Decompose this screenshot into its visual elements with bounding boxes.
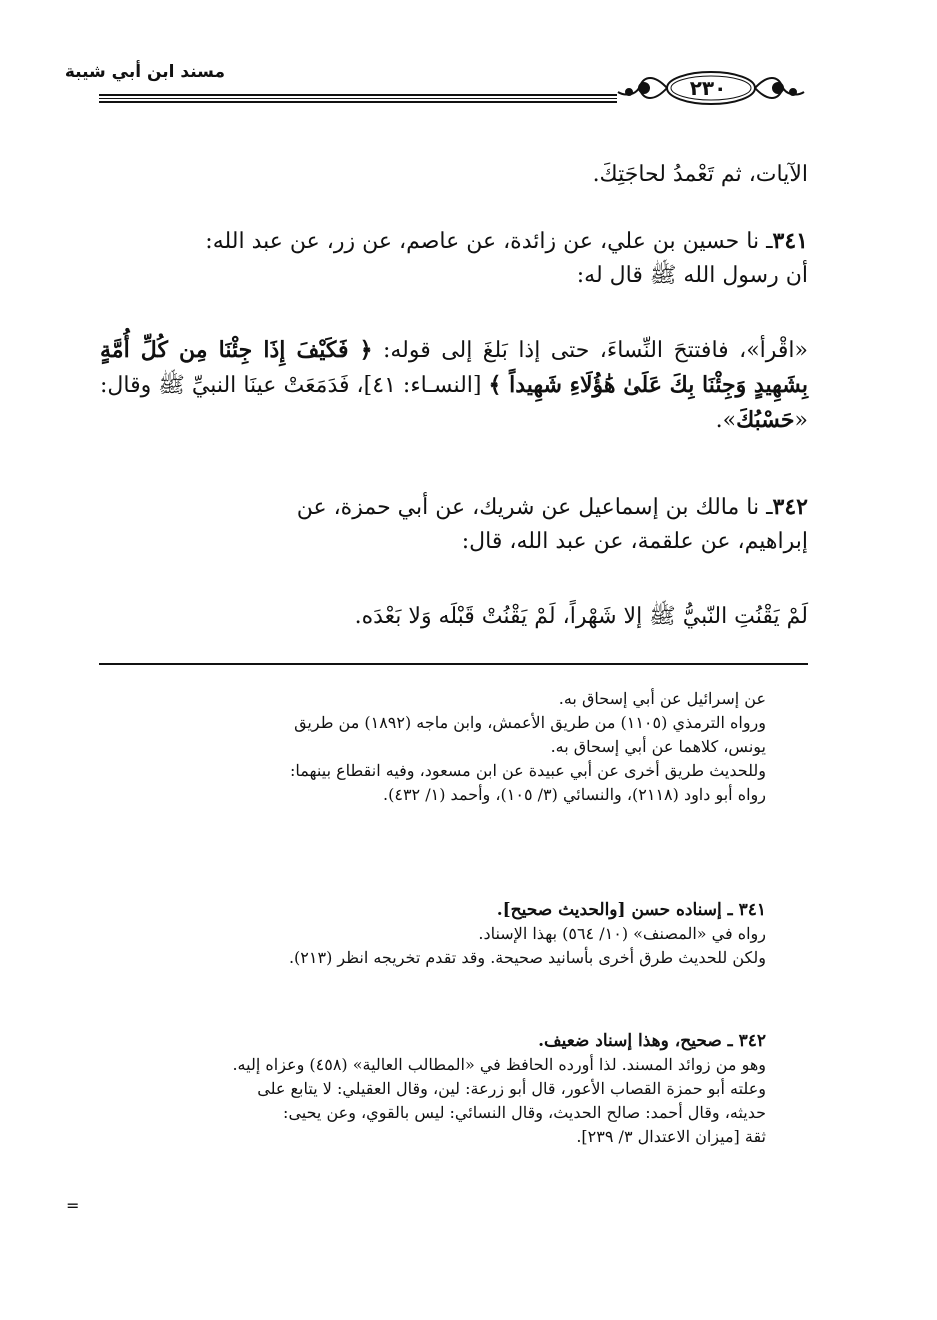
quran-verse: ﴿ فَكَيْفَ إِذَا جِئْنَا مِن كُلِّ أُمَّةٍ بِشَهِيدٍ وَجِئْنَا بِكَ عَلَىٰ هَٰؤُلَاءِ شَهِيداً ﴾ — [100, 337, 808, 398]
hadith-number: ٣٤١ — [772, 228, 808, 254]
page-number: ٢٣٠ — [689, 76, 727, 100]
footnote-heading: ٣٤٢ ـ صحيح، وهذا إسناد ضعيف. — [538, 1031, 766, 1051]
surah-reference: [النسـاء: ٤١]، فَدَمَعَتْ — [283, 373, 489, 398]
hadith-341-matn — [100, 333, 808, 438]
matn-text: «اقْرأ»، فافتتحَ النِّساءَ، حتى إذا بَلغَ إلى قوله: — [372, 338, 808, 363]
hadith-341 — [100, 224, 808, 293]
footnote-342: ٣٤٢ ـ صحيح، وهذا إسناد ضعيف. وهو من زوائد المسند. لذا أورده الحافظ في «المطالب العالية» (٤٥٨) وعزاه إليه. وعلته أبو حمزة القصاب الأعور، قال أبو زرعة: لين، وقال العقيلي: لا يتابع على حديثه، وقال أحمد: صالح الحديث، وقال النسائي: ليس بالقوي، وعن يحيى: ثقة [ميزان الاعتدال ٣/ ٢٣٩]. — [100, 1029, 766, 1149]
matn-text: ». — [715, 408, 737, 433]
footnote-341: ٣٤١ ـ إسناده حسن [والحديث صحيح]. رواه في «المصنف» (١٠/ ٥٦٤) بهذا الإسناد. ولكن للحديث طرق أخرى بأسانيد صحيحة. وقد تقدم تخريجه انظر (٢١٣). — [100, 898, 766, 970]
paragraph-continuation: الآيات، ثم تَعْمدُ لحاجَتِكَ. — [592, 162, 808, 187]
running-header-title: مسند ابن أبي شيبة — [64, 62, 225, 82]
hadith-342 — [100, 490, 808, 559]
footnote-separator — [99, 663, 808, 665]
hadith-342-matn: لَمْ يَقْنُتِ النّبيُّ ﷺ إلا شَهْراً، لَمْ يَقْنُتْ قَبْلَه وَلا بَعْدَه. — [354, 604, 808, 629]
header-rule — [99, 94, 617, 108]
hadith-number: ٣٤٢ — [772, 494, 808, 520]
hadith-341-line2: أن رسول الله ﷺ قال له: — [576, 263, 808, 288]
hadith-341-isnad — [100, 224, 808, 259]
main-text-line — [100, 158, 808, 192]
footnote-continuation: عن إسرائيل عن أبي إسحاق به. ورواه الترمذي (١١٠٥) من طريق الأعمش، وابن ماجه (١٨٩٢) من طريق يونس، كلاهما عن أبي إسحاق به. وللحديث طريق أخرى عن أبي عبيدة عن ابن مسعود، وفيه انقطاع بينهما: رواه أبو داود (٢١١٨)، والنسائي (٣/ ١٠٥)، وأحمد (١/ ٤٣٢). — [290, 689, 766, 804]
matn-text: عينَا النبيِّ ﷺ وقال: « — [100, 373, 808, 433]
continuation-mark: = — [66, 1196, 80, 1215]
isnad-text: ـ نا حسين بن علي، عن زائدة، عن عاصم، عن زر، عن عبد الله: — [205, 229, 773, 254]
footnote-heading: ٣٤١ ـ إسناده حسن [والحديث صحيح]. — [496, 900, 766, 920]
matn-emphasis: حَسْبُكَ — [736, 407, 795, 433]
hadith-342-isnad — [100, 490, 808, 525]
hadith-342-line2: إبراهيم، عن علقمة، عن عبد الله، قال: — [461, 529, 808, 554]
isnad-text: ـ نا مالك بن إسماعيل عن شريك، عن أبي حمزة، عن — [296, 495, 773, 520]
